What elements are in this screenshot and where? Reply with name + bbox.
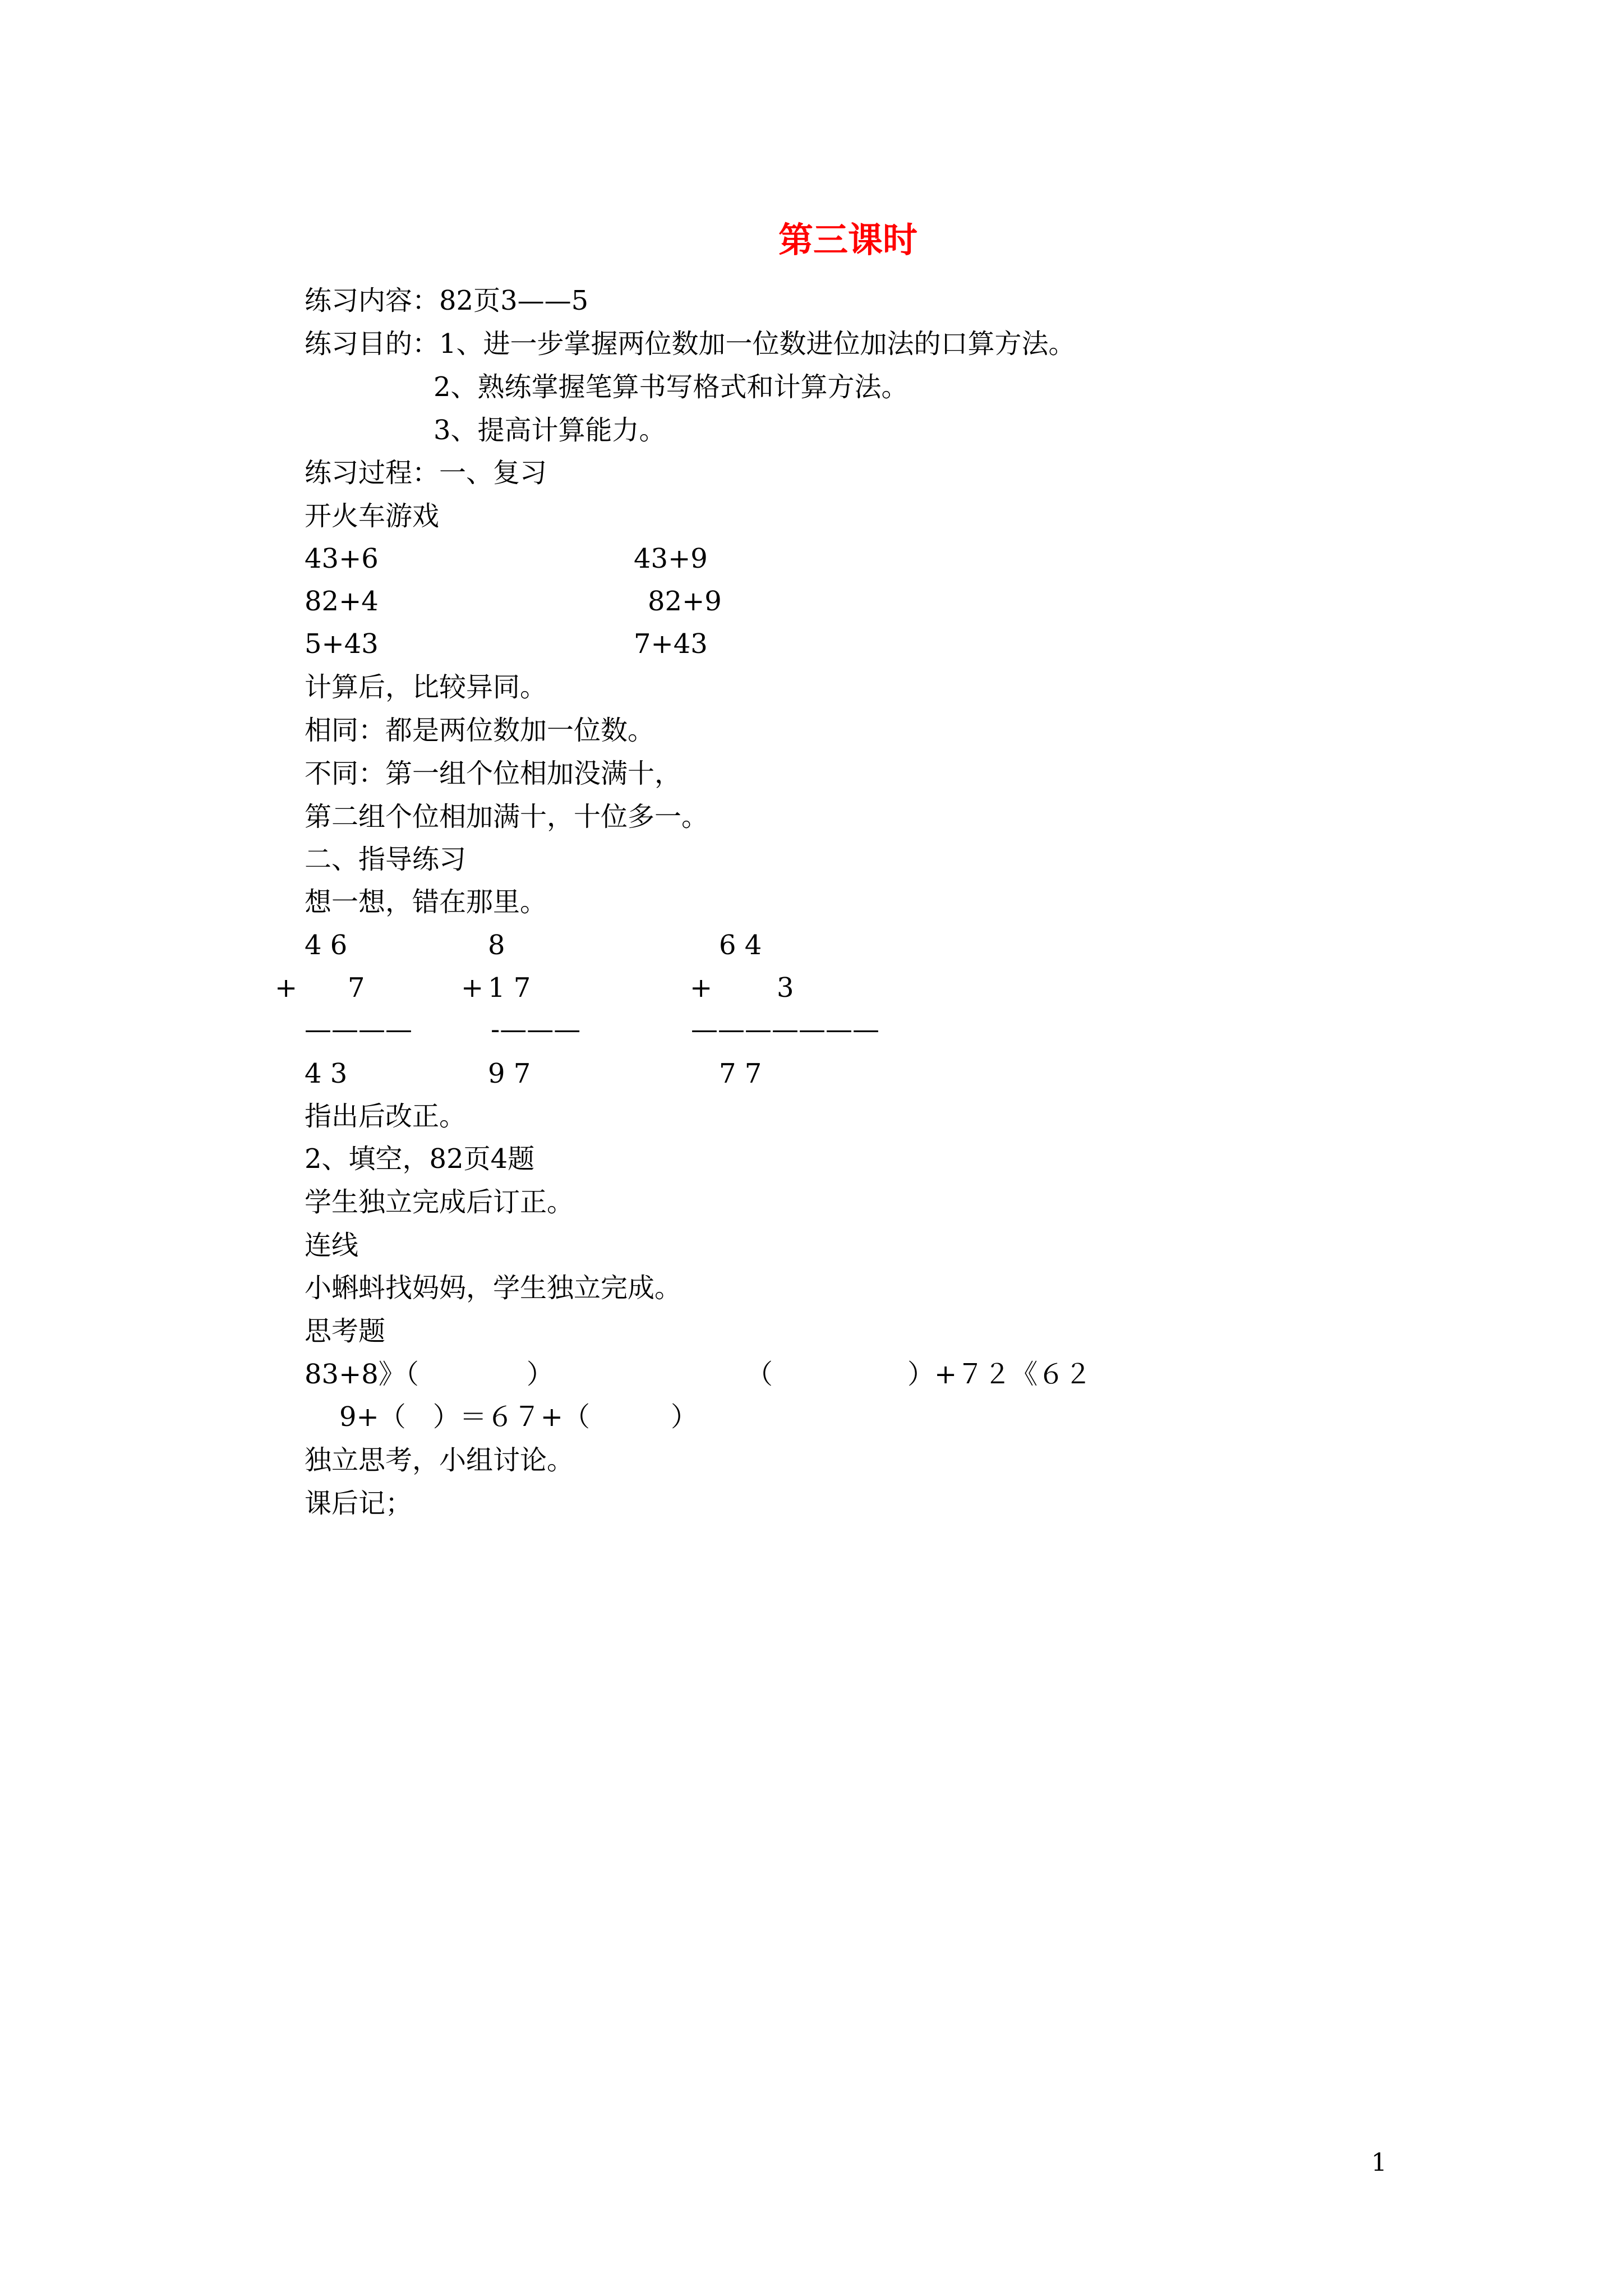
- problem-2-top: 8: [488, 930, 505, 961]
- problem-2-result: 9 7: [488, 1058, 531, 1089]
- thinking-question-2: 9+（ ）＝６７+（ ）: [339, 1401, 698, 1433]
- problem-1-plus: +: [275, 972, 298, 1004]
- problem-2-rule: -———: [491, 1014, 581, 1045]
- practice-goal-3: 3、提高计算能力。: [434, 415, 666, 446]
- link-line: 连线: [305, 1230, 359, 1261]
- practice-goal-2: 2、熟练掌握笔算书写格式和计算方法。: [434, 371, 909, 403]
- page-title: 第三课时: [778, 219, 918, 260]
- problem-2-addend: 1 7: [488, 972, 531, 1004]
- problem-1-top: 4 6: [305, 930, 348, 961]
- problem-1-rule: ————: [305, 1014, 412, 1045]
- problem-3-rule: ———————: [691, 1014, 879, 1045]
- problem-3-plus: +: [690, 972, 713, 1004]
- think-line: 想一想，错在那里。: [305, 886, 547, 918]
- problem-1-addend: 7: [348, 972, 365, 1004]
- problem-2-plus: +: [461, 972, 484, 1004]
- notes-line: 课后记；: [305, 1488, 413, 1519]
- pair-left: 43+6: [305, 543, 379, 574]
- thinking-heading: 思考题: [305, 1315, 386, 1347]
- diff-line-2: 第二组个位相加满十，十位多一。: [305, 801, 709, 832]
- pair-right: 7+43: [634, 628, 708, 660]
- same-line: 相同：都是两位数加一位数。: [305, 715, 655, 746]
- process-heading: 练习过程：一、复习: [305, 457, 547, 489]
- pair-right: 82+9: [648, 586, 722, 617]
- fill-note-line: 学生独立完成后订正。: [305, 1186, 574, 1218]
- problem-1-result: 4 3: [305, 1058, 348, 1089]
- compare-line: 计算后，比较异同。: [305, 671, 547, 703]
- fix-line: 指出后改正。: [305, 1101, 467, 1132]
- problem-3-addend: 3: [777, 972, 794, 1004]
- pair-left: 5+43: [305, 628, 379, 660]
- fill-line: 2、填空，82页4题: [305, 1143, 535, 1175]
- thinking-question-1-left: 83+8》（ ）: [305, 1359, 554, 1390]
- practice-content: 练习内容：82页3——5: [305, 285, 589, 316]
- problem-3-result: 7 7: [719, 1058, 762, 1089]
- diff-line-1: 不同：第一组个位相加没满十，: [305, 758, 682, 789]
- pair-right: 43+9: [634, 543, 708, 574]
- guided-heading: 二、指导练习: [305, 844, 467, 875]
- page-number: 1: [1371, 2148, 1387, 2177]
- practice-goal-1: 练习目的：1、进一步掌握两位数加一位数进位加法的口算方法。: [305, 328, 1076, 360]
- train-game-line: 开火车游戏: [305, 500, 440, 532]
- problem-3-top: 6 4: [719, 930, 762, 961]
- pair-left: 82+4: [305, 586, 379, 617]
- thinking-question-1-right: （ ）+７２《６２: [746, 1359, 1092, 1390]
- link-note-line: 小蝌蚪找妈妈，学生独立完成。: [305, 1272, 682, 1304]
- discuss-line: 独立思考，小组讨论。: [305, 1444, 574, 1476]
